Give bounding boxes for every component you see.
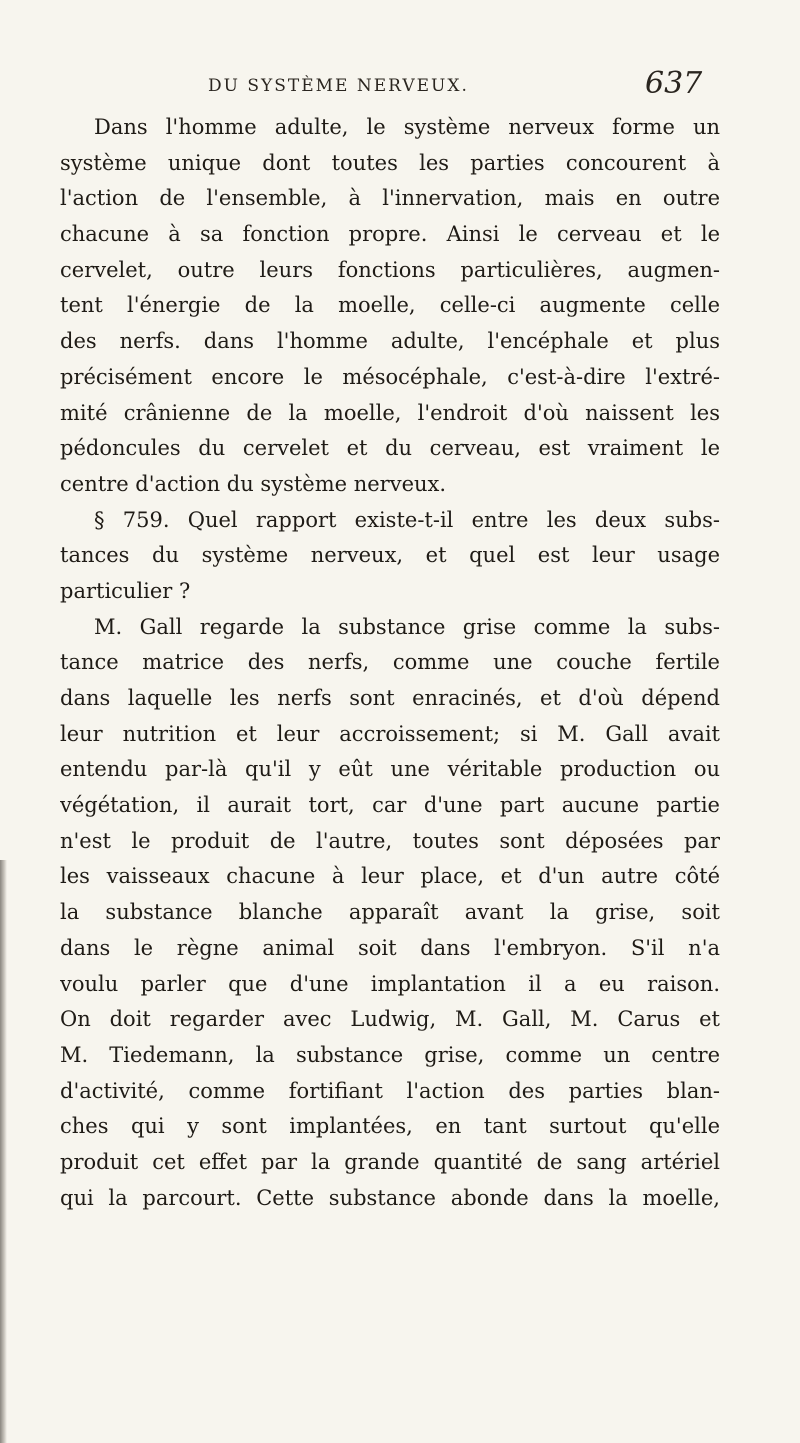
- text-line: dans le règne animal soit dans l'embryon. S'il n'a: [60, 935, 720, 960]
- text-line: mité crânienne de la moelle, l'endroit d'où naissent les: [60, 400, 720, 425]
- text-line: entendu par-là qu'il y eût une véritable production ou: [60, 757, 720, 782]
- text-line: On doit regarder avec Ludwig, M. Gall, M. Carus et: [60, 1007, 720, 1032]
- body-text: [60, 110, 720, 1216]
- text-line: précisément encore le mésocéphale, c'est-à-dire l'extré-: [60, 364, 720, 389]
- text-line: chacune à sa fonction propre. Ainsi le cerveau et le: [60, 222, 720, 247]
- page-number: 637: [645, 66, 703, 101]
- text-line: d'activité, comme fortifiant l'action des parties blan-: [60, 1078, 720, 1103]
- text-line: les vaisseaux chacune à leur place, et d'un autre côté: [60, 864, 720, 889]
- text-line: tance matrice des nerfs, comme une couche fertile: [60, 650, 720, 675]
- text-line: ches qui y sont implantées, en tant surtout qu'elle: [60, 1114, 720, 1139]
- text-line: végétation, il aurait tort, car d'une part aucune partie: [60, 793, 720, 818]
- text-line: l'action de l'ensemble, à l'innervation, mais en outre: [60, 186, 720, 211]
- text-line: tances du système nerveux, et quel est leur usage: [60, 543, 720, 568]
- binding-shadow: [0, 860, 7, 1443]
- text-line: des nerfs. dans l'homme adulte, l'encéphale et plus: [60, 329, 720, 354]
- text-line: particulier ?: [60, 578, 191, 603]
- text-line: M. Gall regarde la substance grise comme la subs-: [94, 614, 720, 639]
- text-line: centre d'action du système nerveux.: [60, 471, 447, 496]
- text-line: qui la parcourt. Cette substance abonde dans la moelle,: [60, 1185, 720, 1210]
- text-line: M. Tiedemann, la substance grise, comme un centre: [60, 1042, 720, 1067]
- running-title: DU SYSTÈME NERVEUX.: [208, 76, 469, 96]
- text-line: § 759. Quel rapport existe-t-il entre les deux subs-: [94, 507, 720, 532]
- text-line: système unique dont toutes les parties concourent à: [60, 150, 720, 175]
- text-line: tent l'énergie de la moelle, celle-ci augmente celle: [60, 293, 720, 318]
- text-line: n'est le produit de l'autre, toutes sont déposées par: [60, 828, 720, 853]
- text-line: la substance blanche apparaît avant la grise, soit: [60, 900, 720, 925]
- text-line: pédoncules du cervelet et du cerveau, est vraiment le: [60, 436, 720, 461]
- text-line: voulu parler que d'une implantation il a eu raison.: [60, 971, 720, 996]
- text-line: Dans l'homme adulte, le système nerveux forme un: [94, 115, 720, 139]
- text-line: dans laquelle les nerfs sont enracinés, et d'où dépend: [60, 686, 720, 710]
- text-line: produit cet effet par la grande quantité de sang artériel: [60, 1149, 720, 1174]
- running-head: [208, 74, 628, 96]
- text-line: cervelet, outre leurs fonctions particulières, augmen-: [60, 257, 720, 282]
- text-line: leur nutrition et leur accroissement; si M. Gall avait: [60, 721, 720, 746]
